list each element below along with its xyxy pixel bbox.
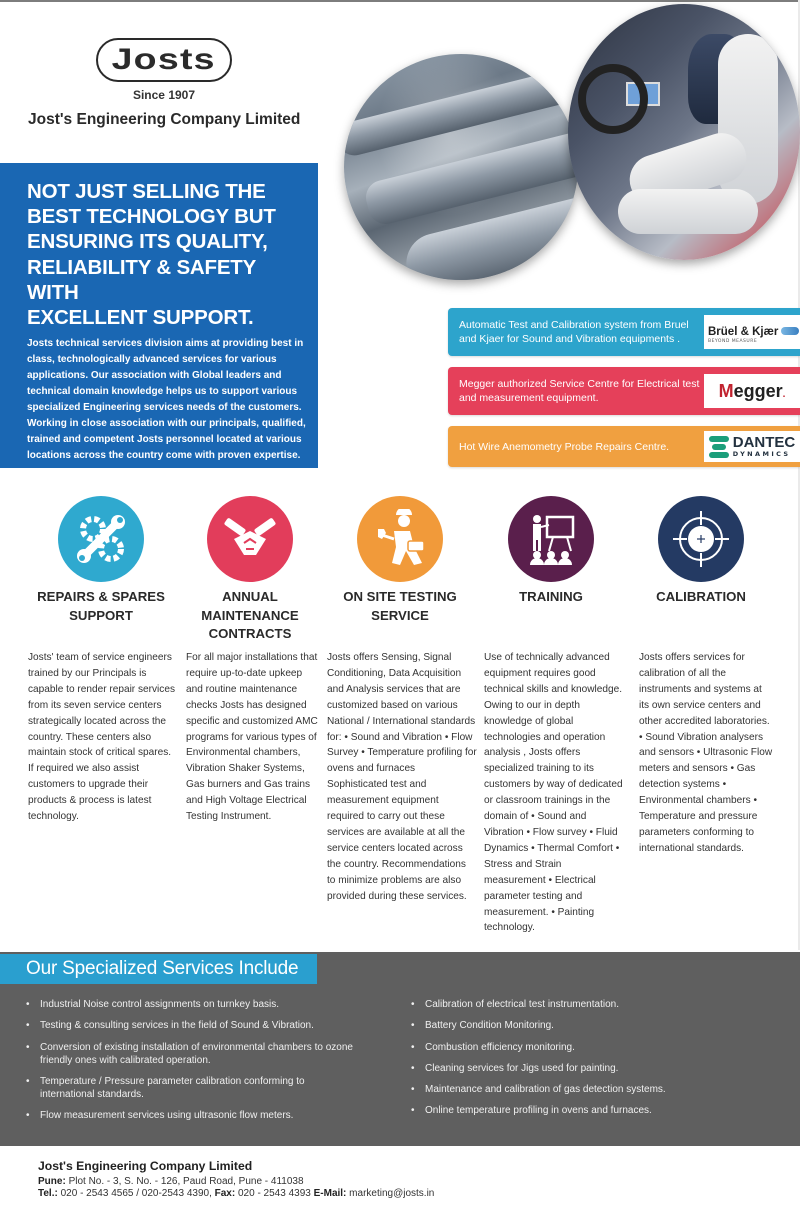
- partner-megger: [448, 367, 800, 415]
- list-item: • Testing & consulting services in the field of Sound & Vibration.: [26, 1019, 356, 1032]
- dantec-mark-icon: [709, 436, 729, 458]
- service-title: ANNUAL MAINTENANCE CONTRACTS: [201, 589, 299, 641]
- top-border: [0, 0, 800, 2]
- service-calibration: [626, 496, 776, 607]
- list-item: • Industrial Noise control assignments on turnkey basis.: [26, 998, 356, 1011]
- specialized-services-heading: Our Specialized Services Include: [0, 954, 317, 984]
- footer-contact: [0, 1146, 800, 1218]
- service-onsite-description: Josts offers Sensing, Signal Conditioning, Data Acquisition and Analysis services that are customized based on various National / International standards for: • Sound and Vibration • Flow Survey • Temperature profiling for ovens and furnaces Sophisticated test and measurement equipment required to carry out these services are available at all the service centers located across the country. Recommendations to minimize problems are also provided during these services.: [327, 652, 477, 902]
- logo-text: Josts: [111, 43, 217, 76]
- footer-company-name: Jost's Engineering Company Limited: [38, 1159, 253, 1173]
- hero-panel: [0, 163, 318, 468]
- service-training-description: Use of technically advanced equipment requires good technical skills and knowledge. Owing to our in depth knowledge of global technologies and operation analysis , Josts offers specialized training to its customers by way of dedicated or classroom trainings in the domain of • Sound and Vibration • Flow survey • Fluid Dynamics • Thermal Comfort • Stress and Strain measurement • Electrical parameter testing and measurement. • Painting technology.: [484, 652, 623, 934]
- fax-number: 020 - 2543 4393: [237, 1188, 311, 1199]
- car-seat-testing-photo: [568, 4, 800, 260]
- list-item: • Temperature / Pressure parameter calibration conforming to international standards.: [26, 1075, 356, 1101]
- crosshair-icon: [658, 496, 744, 582]
- partner-text: Automatic Test and Calibration system from Bruel and Kjaer for Sound and Vibration equipments .: [459, 319, 689, 345]
- service-title: ON SITE TESTING SERVICE: [343, 589, 457, 623]
- list-item: • Online temperature profiling in ovens and furnaces.: [411, 1104, 771, 1117]
- partner-text: Megger authorized Service Centre for Electrical test and measurement equipment.: [459, 378, 700, 404]
- specialized-list-left: [26, 998, 356, 1130]
- list-item: • Maintenance and calibration of gas detection systems.: [411, 1083, 771, 1096]
- list-item: • Battery Condition Monitoring.: [411, 1019, 771, 1032]
- footer-address: Pune: Plot No. - 3, S. No. - 126, Paud Road, Pune - 411038: [38, 1176, 304, 1187]
- handshake-icon: [207, 496, 293, 582]
- josts-logo: [96, 38, 232, 82]
- technician-icon: [357, 496, 443, 582]
- dantec-logo: DANTEC DYNAMICS: [704, 431, 800, 462]
- partner-bruel-kjaer: [448, 308, 800, 356]
- list-item: • Cleaning services for Jigs used for painting.: [411, 1062, 771, 1075]
- service-onsite: [325, 496, 475, 625]
- presentation-icon: [508, 496, 594, 582]
- service-title: REPAIRS & SPARES SUPPORT: [37, 589, 165, 623]
- wrench-gear-icon: [58, 496, 144, 582]
- company-name: Jost's Engineering Company Limited: [28, 111, 301, 128]
- telephone-numbers: 020 - 2543 4565 / 020-2543 4390,: [60, 1188, 212, 1199]
- megger-logo: Megger.: [704, 374, 800, 408]
- service-training: [476, 496, 626, 607]
- list-item: • Combustion efficiency monitoring.: [411, 1041, 771, 1054]
- service-title: CALIBRATION: [656, 589, 746, 604]
- service-amc: [175, 496, 325, 644]
- bk-swirl-icon: [781, 327, 799, 335]
- industrial-pipes-photo: [344, 54, 578, 280]
- partner-dantec: [448, 426, 800, 467]
- list-item: • Conversion of existing installation of environmental chambers to ozone friendly ones with calibrated operation.: [26, 1041, 356, 1067]
- service-amc-description: For all major installations that require up-to-date upkeep and routine maintenance checks Josts has designed specific and customized AMC programs for various types of Environmental chambers, Vibration Shaker Systems, Gas burners and Gas trains and High Voltage Electrical Testing Instrument.: [186, 652, 318, 823]
- service-repairs-description: Josts' team of service engineers trained by our Principals is capable to render repair services from its seven service centers strategically located across the country. These centers also maintain stock of critical spares. If required we also assist customers to upgrade their products & process is latest technology.: [28, 652, 175, 823]
- partner-text: Hot Wire Anemometry Probe Repairs Centre.: [459, 440, 670, 453]
- hero-body: Josts technical services division aims at providing best in class, technologically advanced services for various applications. Our association with Global leaders and technical domain knowledge helps us to support various specialized Engineering services needs of the customers. Working in close association with our principals, qualified, trained and competent Josts personnel located at various locations across the country come with proven expertise.: [27, 338, 306, 461]
- service-repairs: [26, 496, 176, 625]
- bruel-kjaer-logo: Brüel & Kjær BEYOND MEASURE: [704, 315, 800, 349]
- service-calibration-description: Josts offers services for calibration of all the instruments and systems at its own service centers and other accredited laboratories. • Sound Vibration analysers and sensors • Ultrasonic Flow meters and sensors • Gas detection systems • Environmental chambers • Temperature and pressure parameters conforming to international standards.: [639, 652, 773, 854]
- steering-wheel-shape: [578, 64, 648, 134]
- specialized-list-right: [411, 998, 771, 1126]
- service-title: TRAINING: [519, 589, 583, 604]
- hero-title: NOT JUST SELLING THE BEST TECHNOLOGY BUT ENSURING ITS QUALITY, RELIABILITY & SAFETY WITH EXCELLENT SUPPORT.: [27, 180, 276, 330]
- since-year: Since 1907: [132, 88, 196, 102]
- email-link[interactable]: marketing@josts.in: [349, 1188, 435, 1199]
- list-item: • Flow measurement services using ultrasonic flow meters.: [26, 1109, 356, 1122]
- footer-contact-line: Tel.: 020 - 2543 4565 / 020-2543 4390, Fax: 020 - 2543 4393 E-Mail: marketing@josts.in: [38, 1188, 435, 1199]
- specialized-services-section: [0, 952, 800, 1146]
- list-item: • Calibration of electrical test instrumentation.: [411, 998, 771, 1011]
